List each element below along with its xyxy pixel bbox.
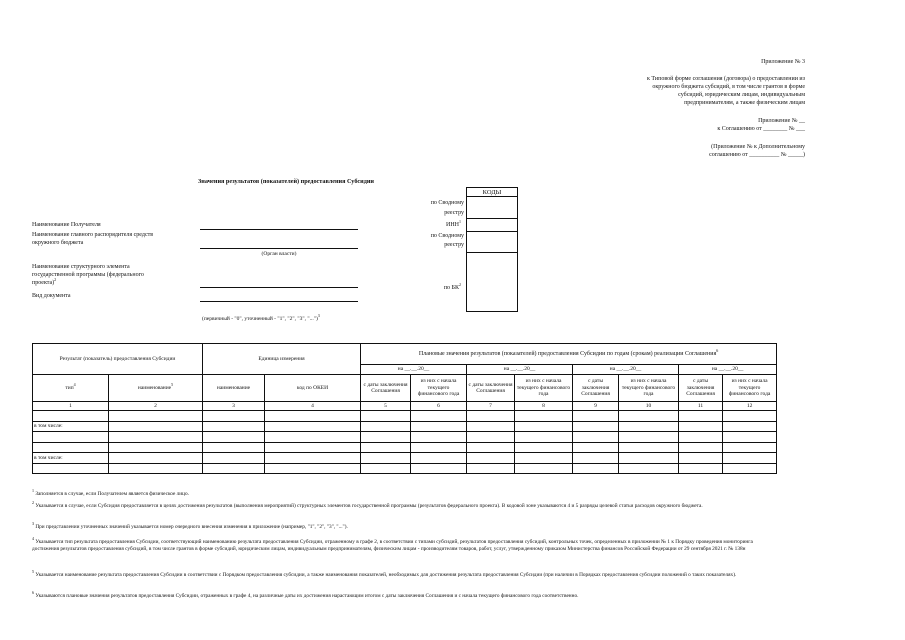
table-row[interactable] — [33, 432, 777, 443]
document-title: Значения результатов (показателей) предоставления Субсидии — [198, 178, 374, 185]
header-type: тип$^4$ — [33, 375, 109, 402]
svod-label-2: реестру — [444, 210, 464, 216]
organ-caption: (Орган власти) — [261, 251, 297, 257]
row-including-label-2: в том числе: — [33, 453, 109, 464]
col-num-7: 7 — [467, 402, 515, 411]
doc-type-hint: (первичный - "0", уточненный - "1", "2", "3", "...")$^3$ — [202, 313, 320, 322]
header-from-conclusion-3: с даты заключения Соглашения — [573, 375, 619, 402]
footnote-5: $^5$ Указывается наименование результата предоставления Субсидии в соответствии с Порядком предоставления субсидии, а также наименования показателей, необходимых для достижения результата предоставления Субсидии (при наличии в Порядках предоставления субсидии положений о таких показателях). — [32, 569, 737, 578]
gov-label-1: Наименование главного распорядителя средств — [32, 232, 154, 238]
col-num-12: 12 — [723, 402, 777, 411]
appendix-number: Приложение № __ — [758, 118, 805, 124]
doc-type-label: Вид документа — [32, 293, 71, 299]
row-including-label-1: в том числе: — [33, 421, 109, 432]
col-num-9: 9 — [573, 402, 619, 411]
table-row[interactable] — [33, 463, 777, 474]
col-num-5: 5 — [361, 402, 411, 411]
footnote-2: $^2$ Указывается в случае, если Субсидия предоставляется в целях достижения результатов (выполнения мероприятий) структурных элементов государственной программы (результатов федерального проекта). В кодовой зоне указываются 4 и 5 разряды целевой статьи расходов окружного бюджета. — [32, 500, 703, 509]
col-num-2: 2 — [109, 402, 203, 411]
header-from-conclusion-2: с даты заключения Соглашения — [467, 375, 515, 402]
header-from-conclusion-1: с даты заключения Соглашения — [361, 375, 411, 402]
header-date-4: на __.__.20__ — [679, 365, 777, 375]
inn-label: ИНН$^1$ — [446, 219, 461, 228]
results-table — [32, 343, 777, 474]
footnote-6: $^6$ Указываются плановые значения результатов предоставления Субсидии, отраженных в графе 4, на различные даты их достижения нарастающим итогом с даты заключения Соглашения и с начала текущего финансового года соответственно. — [32, 590, 579, 599]
gov-field[interactable] — [200, 248, 358, 249]
struct-label-1: Наименование структурного элемента — [32, 264, 130, 270]
code-cell-svod[interactable] — [466, 196, 518, 219]
col-num-6: 6 — [411, 402, 467, 411]
bk-label: по $БК^2$ — [443, 282, 461, 291]
codes-header: КОДЫ — [466, 187, 518, 197]
svod-label-1: по Сводному — [430, 200, 464, 206]
appendix-ref-line-4: предпринимателям, а также физическим лицам — [684, 100, 805, 106]
table-row[interactable] — [33, 453, 777, 464]
header-date-3: на __.__.20__ — [573, 365, 679, 375]
struct-label-2: государственной программы (федерального — [32, 272, 144, 278]
appendix-title: Приложение № 3 — [761, 59, 805, 65]
header-from-year-1: из них с начала текущего финансового года — [411, 375, 467, 402]
header-from-year-3: из них с начала текущего финансового года — [619, 375, 679, 402]
header-result: Результат (показатель) предоставления Субсидии — [33, 344, 203, 375]
svod2-label-2: реестру — [444, 242, 464, 248]
header-unit-name: наименование — [203, 375, 265, 402]
code-cell-inn[interactable] — [466, 218, 518, 232]
footnote-1: $^1$ Заполняется в случае, если Получателем является физическое лицо. — [32, 488, 189, 497]
table-row[interactable] — [33, 411, 777, 422]
header-date-2: на __.__.20__ — [467, 365, 573, 375]
recipient-label: Наименование Получателя — [32, 222, 101, 228]
code-cell-svod-2[interactable] — [466, 231, 518, 253]
additional-ref-line-1: (Приложение № к Дополнительному — [711, 144, 805, 150]
footnote-3: $^3$ При представлении уточненных значений указывается номер очередного внесения изменения в приложение (например, "1", "2", "3", "..."). — [32, 521, 348, 530]
col-num-1: 1 — [33, 402, 109, 411]
header-from-year-4: из них с начала текущего финансового года — [723, 375, 777, 402]
header-name: наименование$^5$ — [109, 375, 203, 402]
header-date-1: на __.__.20__ — [361, 365, 467, 375]
agreement-reference: к Соглашению от ________ № ___ — [717, 126, 805, 132]
struct-label-3: проекта)$^2$ — [32, 277, 57, 286]
header-okei: код по ОКЕИ — [265, 375, 361, 402]
col-num-11: 11 — [679, 402, 723, 411]
appendix-ref-line-2: окружного бюджета субсидий, в том числе грантов в форме — [652, 84, 805, 90]
appendix-ref-line-3: субсидий, юридическим лицам, индивидуальным — [678, 92, 805, 98]
appendix-ref-line-1: к Типовой форме соглашения (договора) о предоставлении из — [646, 76, 805, 82]
col-num-8: 8 — [515, 402, 573, 411]
struct-field[interactable] — [200, 287, 358, 288]
header-plan: Плановые значения результатов (показателей) предоставления Субсидии по годам (срокам) реализации Соглашения$^6$ — [361, 344, 777, 365]
doc-type-field[interactable] — [200, 301, 358, 302]
header-unit: Единица измерения — [203, 344, 361, 375]
gov-label-2: окружного бюджета — [32, 240, 84, 246]
col-num-4: 4 — [265, 402, 361, 411]
svod2-label-1: по Сводному — [430, 233, 464, 239]
recipient-field[interactable] — [200, 229, 358, 230]
table-row[interactable] — [33, 421, 777, 432]
table-row[interactable] — [33, 442, 777, 453]
col-num-3: 3 — [203, 402, 265, 411]
additional-ref-line-2: соглашению от __________ № _____) — [709, 152, 805, 158]
header-from-conclusion-4: с даты заключения Соглашения — [679, 375, 723, 402]
footnote-4: $^4$ Указывается тип результата предоставления Субсидии, соответствующий наименованию результата предоставления Субсидии, отраженному в графе 2, в соответствии с типами субсидий, результатов предоставления субсидий, контрольных точек, определенных в приложении № 1 к Порядку проведения мониторинга достижения результатов предоставления субсидий, в том числе грантов в форме субсидий, юридическим лицам, индивидуальным предпринимателям, физическим лицам - производителям товаров, работ, услуг, утвержденному приказом Министерства финансов Российской Федерации от 29 сентября 2021 г. № 138н — [32, 536, 753, 552]
header-from-year-2: из них с начала текущего финансового года — [515, 375, 573, 402]
code-cell-bk[interactable] — [466, 252, 518, 312]
col-num-10: 10 — [619, 402, 679, 411]
